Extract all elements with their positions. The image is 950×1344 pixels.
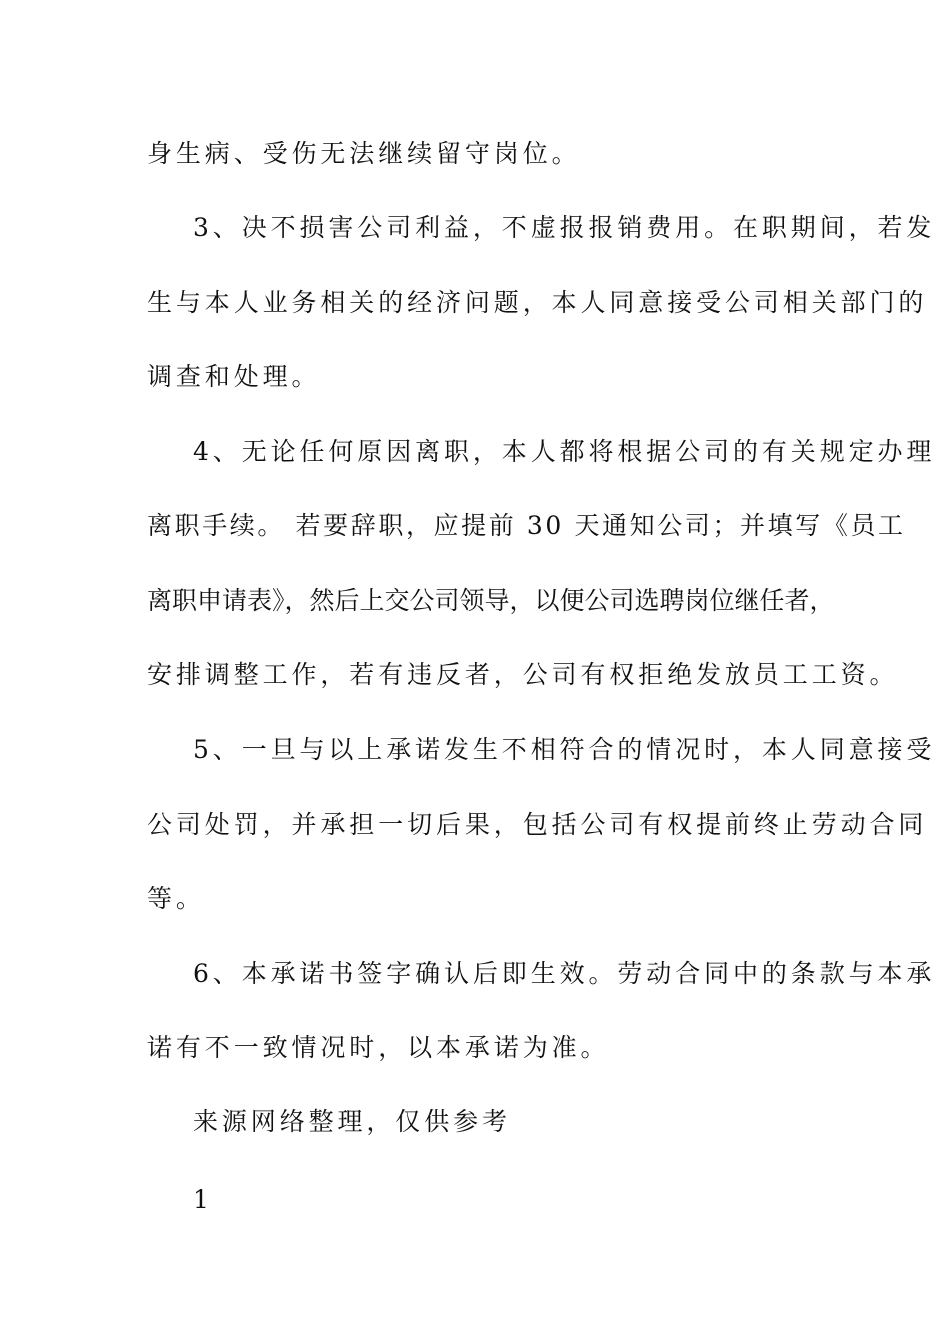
text-line: 离职手续。 若要辞职，应提前 30 天通知公司；并填写《员工 bbox=[147, 511, 906, 540]
source-note: 来源网络整理，仅供参考 bbox=[193, 1107, 511, 1136]
text-line: 调查和处理。 bbox=[147, 362, 321, 391]
text-line: 诺有不一致情况时，以本承诺为准。 bbox=[147, 1033, 610, 1062]
text-line: 生与本人业务相关的经济问题，本人同意接受公司相关部门的 bbox=[147, 288, 928, 317]
text-line: 公司处罚，并承担一切后果，包括公司有权提前终止劳动合同 bbox=[147, 810, 928, 839]
text-line: 4、无论任何原因离职，本人都将根据公司的有关规定办理 bbox=[193, 437, 936, 466]
text-line: 等。 bbox=[147, 884, 205, 913]
text-line: 3、决不损害公司利益，不虚报报销费用。在职期间，若发 bbox=[193, 213, 936, 242]
text-line: 离职申请表》，然后上交公司领导，以便公司选聘岗位继任者， bbox=[147, 586, 835, 615]
text-line: 安排调整工作，若有违反者，公司有权拒绝发放员工工资。 bbox=[147, 660, 899, 689]
text-line: 5、一旦与以上承诺发生不相符合的情况时，本人同意接受 bbox=[193, 735, 936, 764]
page-number: 1 bbox=[193, 1185, 209, 1214]
text-line: 6、本承诺书签字确认后即生效。劳动合同中的条款与本承 bbox=[193, 959, 936, 988]
text-line: 身生病、受伤无法继续留守岗位。 bbox=[147, 139, 581, 168]
